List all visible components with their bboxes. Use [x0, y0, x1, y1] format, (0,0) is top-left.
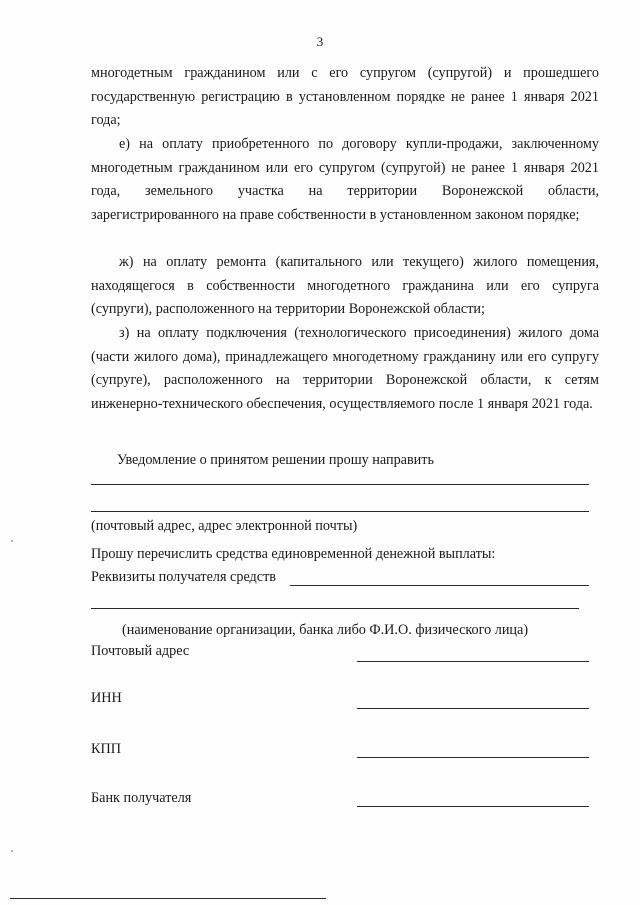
postal-address-hint: (почтовый адрес, адрес электронной почты)	[91, 518, 358, 534]
paragraph-item-e: е) на оплату приобретенного по договору купли-продажи, заключенному многодетным гражданином или его супругом (супругой) не ранее 1 января 2021 года, земельного участка на территории Воронежской области, зарегистрированного на праве собственности в установленном законом порядке;	[91, 136, 599, 223]
scan-speck	[11, 850, 13, 852]
postal-address-label: Почтовый адрес	[91, 643, 190, 659]
organization-hint: (наименование организации, банка либо Ф.И.О. физического лица)	[122, 622, 529, 638]
kpp-label: КПП	[91, 741, 121, 757]
footnote-divider	[10, 898, 326, 899]
notification-address-line-1	[91, 484, 589, 485]
bank-field-line	[357, 806, 589, 807]
requisites-line-2	[91, 608, 579, 609]
postal-address-field-line	[357, 661, 589, 662]
notification-address-line-2	[91, 511, 589, 512]
bank-label: Банк получателя	[91, 790, 192, 806]
notification-label: Уведомление о принятом решении прошу направить	[117, 452, 434, 468]
scan-speck	[11, 540, 13, 542]
kpp-field-line	[357, 757, 589, 758]
transfer-request-text: Прошу перечислить средства единовременной денежной выплаты:	[91, 546, 496, 562]
paragraph-item-zh: ж) на оплату ремонта (капитального или текущего) жилого помещения, находящегося в собственности многодетного гражданина или его супруга (супруги), расположенного на территории Воронежской области;	[91, 254, 599, 317]
inn-label: ИНН	[91, 690, 122, 706]
requisites-line	[290, 585, 589, 586]
paragraph-item-z: з) на оплату подключения (технологического присоединения) жилого дома (части жилого дома), принадлежащего многодетному гражданину или его супругу (супруге), расположенного на территории Воронежской области, к сетям инженерно-технического обеспечения, осуществляемого после 1 января 2021 года.	[91, 325, 599, 412]
paragraph-intro: многодетным гражданином или с его супругом (супругой) и прошедшего государственную регистрацию в установленном порядке не ранее 1 января 2021 года;	[91, 65, 599, 128]
requisites-label: Реквизиты получателя средств	[91, 569, 276, 585]
page-number: 3	[316, 34, 324, 49]
inn-field-line	[357, 708, 589, 709]
